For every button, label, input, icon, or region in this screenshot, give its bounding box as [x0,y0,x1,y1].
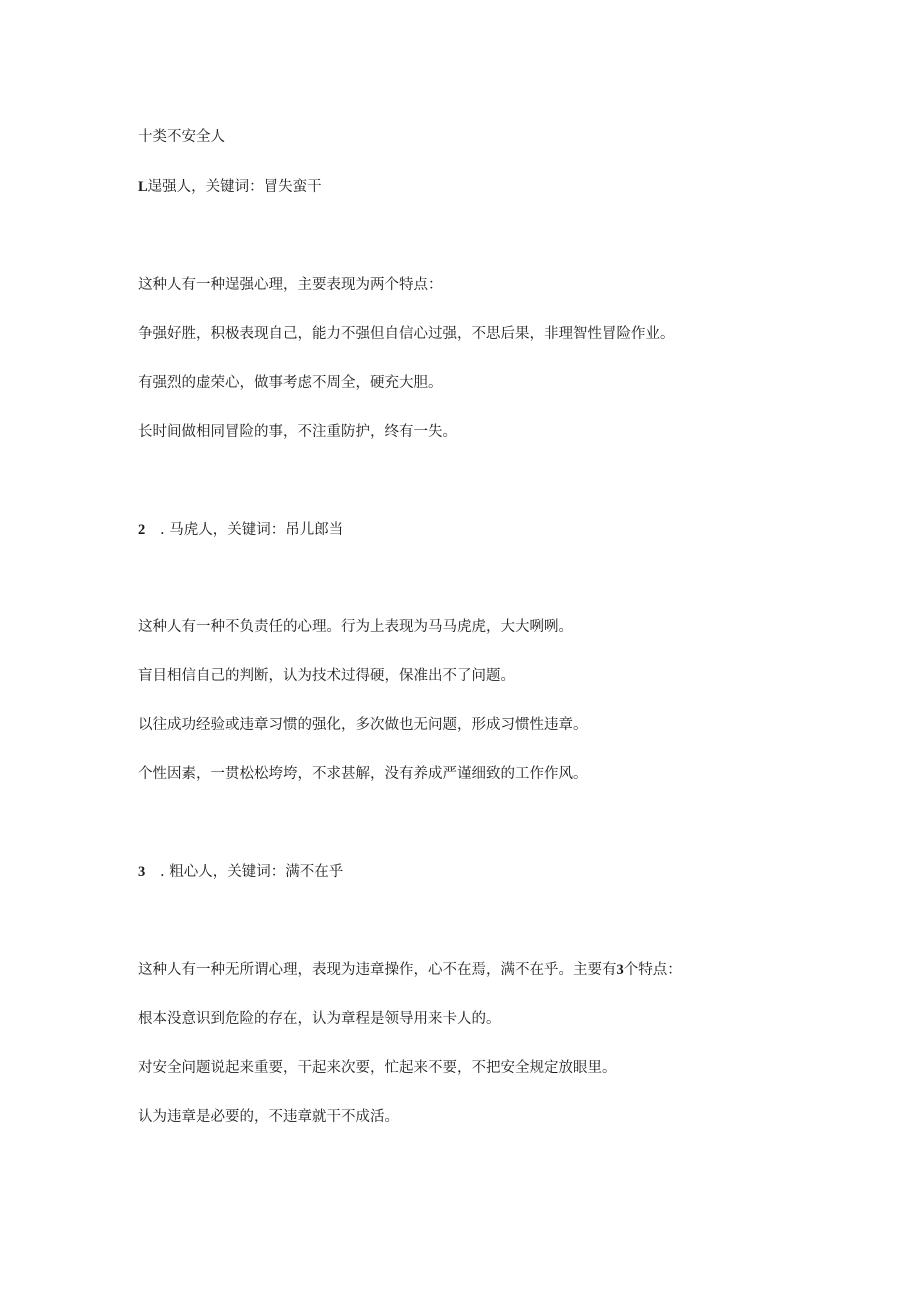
section-2-intro: 这种人有一种不负责任的心理。行为上表现为马马虎虎，大大咧咧。 [138,619,573,635]
section-3-point-3: 认为违章是必要的，不违章就干不成活。 [138,1109,399,1125]
section-1-number: L [138,179,148,195]
section-2-point-3: 个性因素，一贯松松垮垮，不求甚解，没有养成严谨细致的工作作风。 [138,766,588,782]
section-1-point-2: 有强烈的虚荣心，做事考虑不周全，硬充大胆。 [138,375,443,391]
section-2-point-1: 盲目相信自己的判断，认为技术过得硬，保准出不了问题。 [138,668,515,684]
section-1-point-1: 争强好胜，积极表现自己，能力不强但自信心过强，不思后果，非理智性冒险作业。 [138,326,675,342]
section-3-heading-text: . 粗心人，关键词：满不在乎 [160,864,344,880]
section-2-heading-text: . 马虎人，关键词：吊儿郎当 [160,522,344,538]
section-3-point-2: 对安全问题说起来重要，干起来次要，忙起来不要，不把安全规定放眼里。 [138,1060,617,1076]
section-3-intro-tail: 个特点： [623,962,682,978]
section-1-heading [138,178,322,196]
section-3-point-1: 根本没意识到危险的存在，认为章程是领导用来卡人的。 [138,1011,501,1027]
section-3-number: 3 [138,864,146,880]
section-2-heading [138,521,343,539]
section-3-heading [138,863,343,881]
section-2-point-2: 以往成功经验或违章习惯的强化，多次做也无问题，形成习惯性违章。 [138,717,588,733]
section-3-intro-text: 这种人有一种无所谓心理，表现为违章操作，心不在焉，满不在乎。主要有 [138,962,617,978]
document-title: 十类不安全人 [138,129,225,145]
section-3-intro-count: 3 [616,962,624,978]
section-3-intro [138,961,682,979]
section-1-heading-text: 逞强人，关键词：冒失蛮干 [147,179,322,195]
section-2-number: 2 [138,522,146,538]
section-1-point-3: 长时间做相同冒险的事，不注重防护，终有一失。 [138,424,457,440]
section-1-intro: 这种人有一种逞强心理，主要表现为两个特点： [138,277,443,293]
